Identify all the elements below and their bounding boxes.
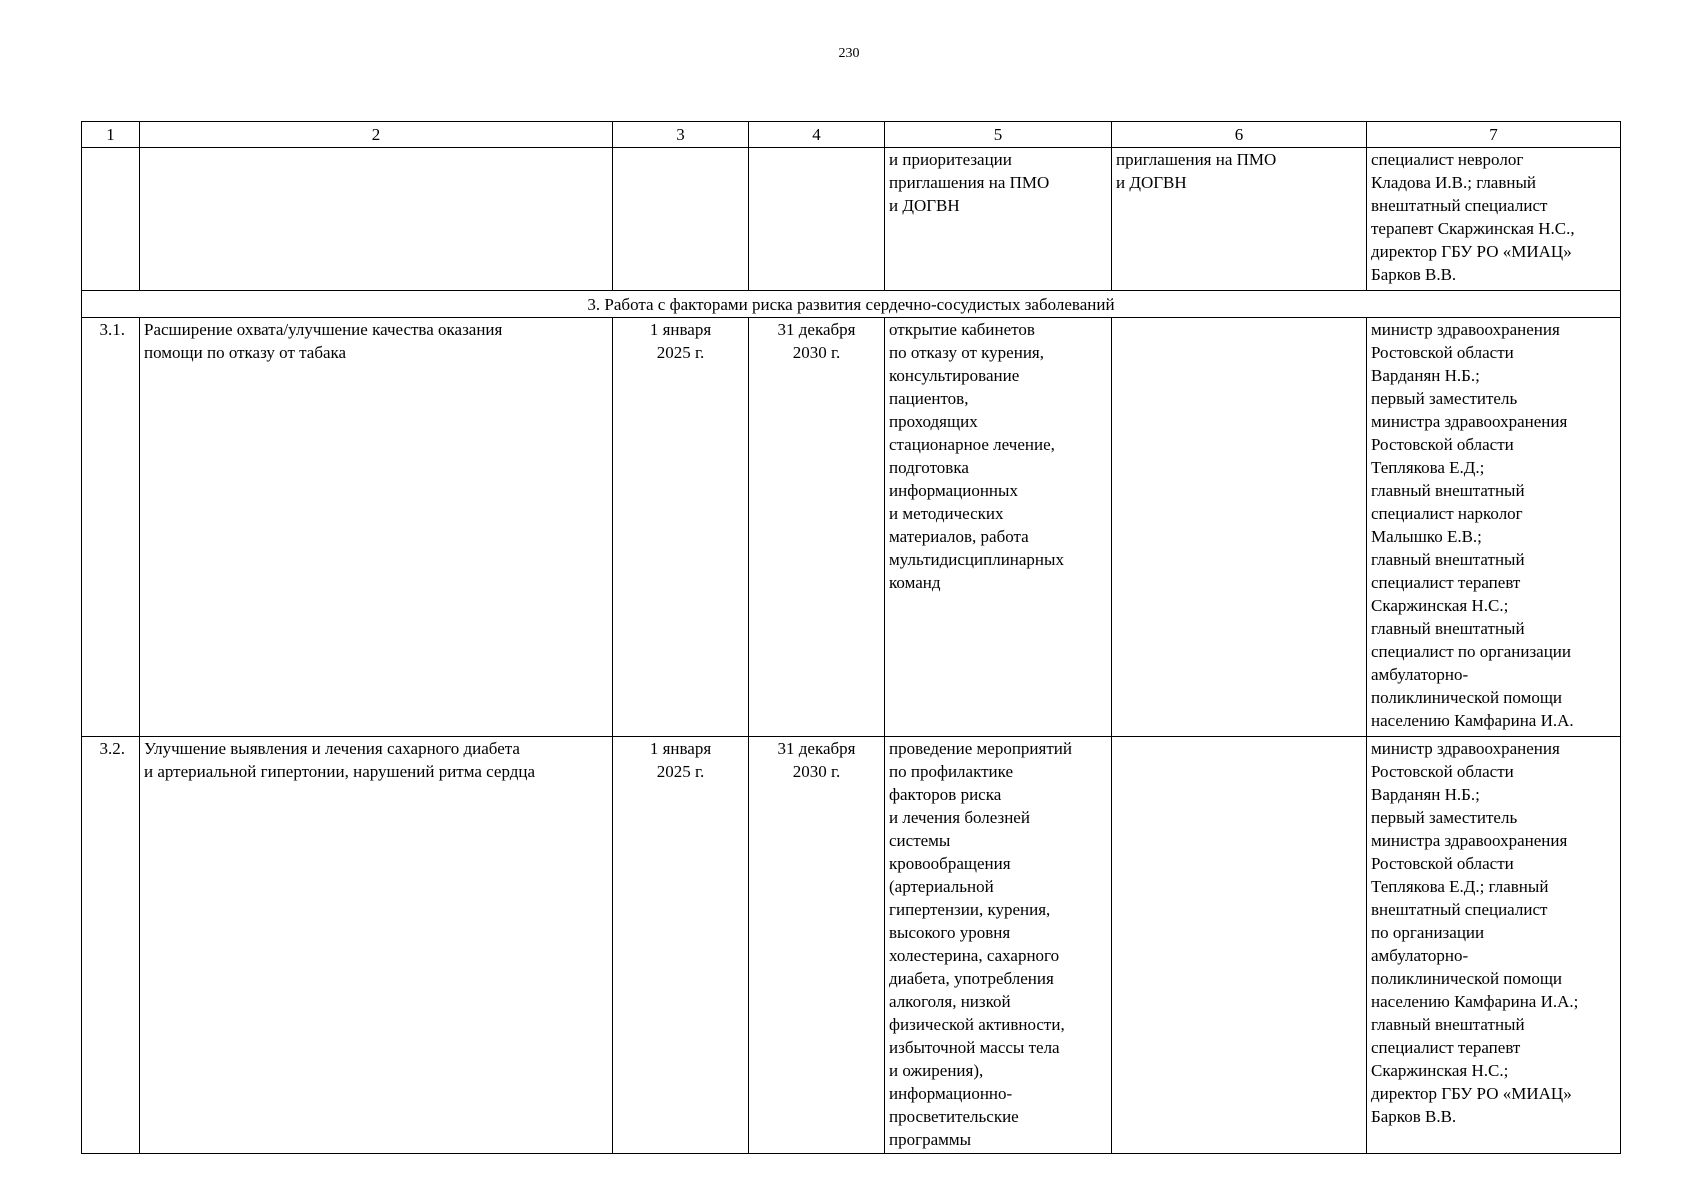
cell-result: открытие кабинетов по отказу от курения, консультирование пациентов, проходящих стационарное лечение, подготовка информационных и методических материалов, работа мультидисциплинарных команд [885, 318, 1112, 737]
table-header-row [82, 122, 1621, 148]
cell-responsible: специалист невролог Кладова И.В.; главный внештатный специалист терапевт Скаржинская Н.С., директор ГБУ РО «МИАЦ» Барков В.В. [1367, 148, 1621, 291]
cell-end-date: 31 декабря 2030 г. [749, 737, 885, 1154]
column-number-4: 4 [749, 122, 885, 148]
table-row-continuation [82, 148, 1621, 291]
column-number-2: 2 [140, 122, 613, 148]
cell-start-date: 1 января 2025 г. [613, 318, 749, 737]
section-title: 3. Работа с факторами риска развития сердечно-сосудистых заболеваний [82, 291, 1621, 318]
cell-responsible: министр здравоохранения Ростовской области Варданян Н.Б.; первый заместитель министра здравоохранения Ростовской области Теплякова Е.Д.; главный внештатный специалист нарколог Малышко Е.В.; главный внештатный специалист терапевт Скаржинская Н.С.; главный внештатный специалист по организации амбулаторно- поликлинической помощи населению Камфарина И.А. [1367, 318, 1621, 737]
cell-indicator: приглашения на ПМО и ДОГВН [1112, 148, 1367, 291]
section-heading-row [82, 291, 1621, 318]
cell-activity [140, 148, 613, 291]
cell-number [82, 148, 140, 291]
column-number-3: 3 [613, 122, 749, 148]
table-row [82, 318, 1621, 737]
cell-number: 3.1. [82, 318, 140, 737]
column-number-6: 6 [1112, 122, 1367, 148]
page-number: 230 [838, 46, 860, 61]
cell-end-date [749, 148, 885, 291]
cell-activity: Расширение охвата/улучшение качества оказания помощи по отказу от табака [140, 318, 613, 737]
column-number-7: 7 [1367, 122, 1621, 148]
cell-responsible: министр здравоохранения Ростовской области Варданян Н.Б.; первый заместитель министра здравоохранения Ростовской области Теплякова Е.Д.; главный внештатный специалист по организации амбулаторно- поликлинической помощи населению Камфарина И.А.; главный внештатный специалист терапевт Скаржинская Н.С.; директор ГБУ РО «МИАЦ» Барков В.В. [1367, 737, 1621, 1154]
cell-indicator [1112, 737, 1367, 1154]
cell-number: 3.2. [82, 737, 140, 1154]
cell-indicator [1112, 318, 1367, 737]
cell-result: проведение мероприятий по профилактике факторов риска и лечения болезней системы кровообращения (артериальной гипертензии, курения, высокого уровня холестерина, сахарного диабета, употребления алкоголя, низкой физической активности, избыточной массы тела и ожирения), информационно- просветительские программы [885, 737, 1112, 1154]
cell-result: и приоритезации приглашения на ПМО и ДОГВН [885, 148, 1112, 291]
document-table [81, 121, 1621, 1154]
cell-start-date: 1 января 2025 г. [613, 737, 749, 1154]
column-number-5: 5 [885, 122, 1112, 148]
cell-start-date [613, 148, 749, 291]
table-row [82, 737, 1621, 1154]
column-number-1: 1 [82, 122, 140, 148]
cell-activity: Улучшение выявления и лечения сахарного диабета и артериальной гипертонии, нарушений ритма сердца [140, 737, 613, 1154]
cell-end-date: 31 декабря 2030 г. [749, 318, 885, 737]
